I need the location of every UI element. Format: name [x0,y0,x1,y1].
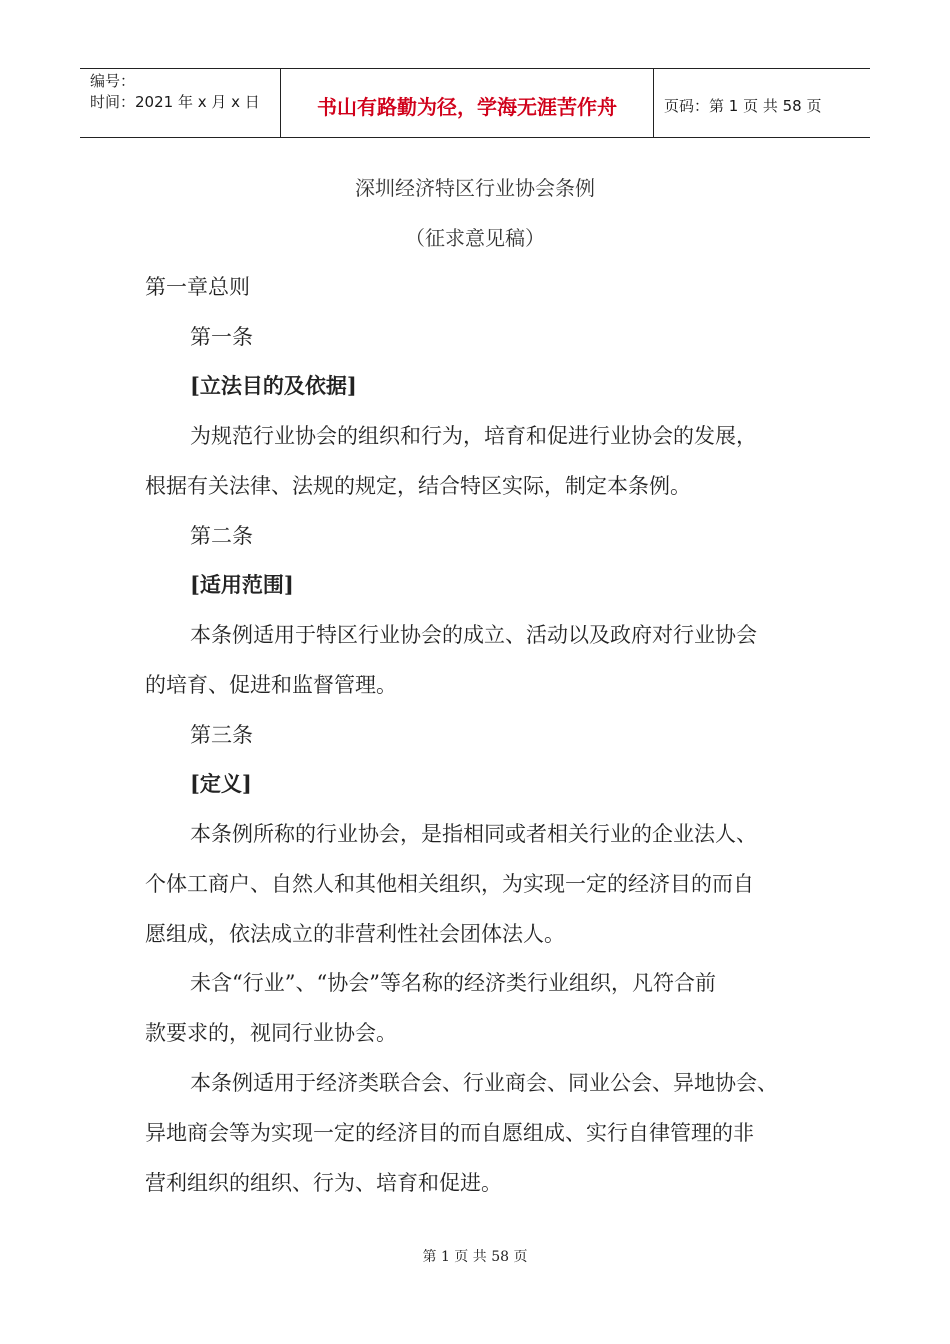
article-1-number: 第一条 [190,325,253,349]
time-label: 时间：2021 年 x 月 x 日 [90,93,260,111]
motto: 书山有路勤为径，学海无涯苦作舟 [281,69,654,137]
article-3-line-4: 未含“行业”、“协会”等名称的经济类行业组织，凡符合前 [190,971,716,995]
article-1-line-1: 为规范行业协会的组织和行为，培育和促进行业协会的发展， [190,424,757,448]
page-info: 页码：第 1 页 共 58 页 [664,96,822,115]
article-3-line-7: 异地商会等为实现一定的经济目的而自愿组成、实行自律管理的非 [145,1121,754,1145]
article-3-line-5: 款要求的，视同行业协会。 [145,1021,397,1045]
number-label: 编号： [90,72,136,90]
article-2-line-1: 本条例适用于特区行业协会的成立、活动以及政府对行业协会 [190,623,757,647]
page-footer: 第 1 页 共 58 页 [422,1249,528,1265]
chapter-heading: 第一章总则 [145,275,250,299]
article-2-heading: [适用范围] [190,572,294,597]
header-left-cell [80,69,281,137]
article-2-line-2: 的培育、促进和监督管理。 [145,673,397,697]
article-3-number: 第三条 [190,723,253,747]
document-subtitle: （征求意见稿） [405,226,545,250]
article-3-line-3: 愿组成，依法成立的非营利性社会团体法人。 [145,922,565,946]
article-1-line-2: 根据有关法律、法规的规定，结合特区实际，制定本条例。 [145,474,691,498]
article-3-line-6: 本条例适用于经济类联合会、行业商会、同业公会、异地协会、 [190,1071,778,1095]
article-3-line-8: 营利组织的组织、行为、培育和促进。 [145,1171,502,1195]
article-3-line-1: 本条例所称的行业协会，是指相同或者相关行业的企业法人、 [190,822,757,846]
article-2-number: 第二条 [190,524,253,548]
article-1-heading: [立法目的及依据] [190,373,357,398]
article-3-line-2: 个体工商户、自然人和其他相关组织，为实现一定的经济目的而自 [145,872,754,896]
document-title: 深圳经济特区行业协会条例 [355,176,595,200]
header-table [80,68,870,138]
article-3-heading: [定义] [190,771,252,796]
